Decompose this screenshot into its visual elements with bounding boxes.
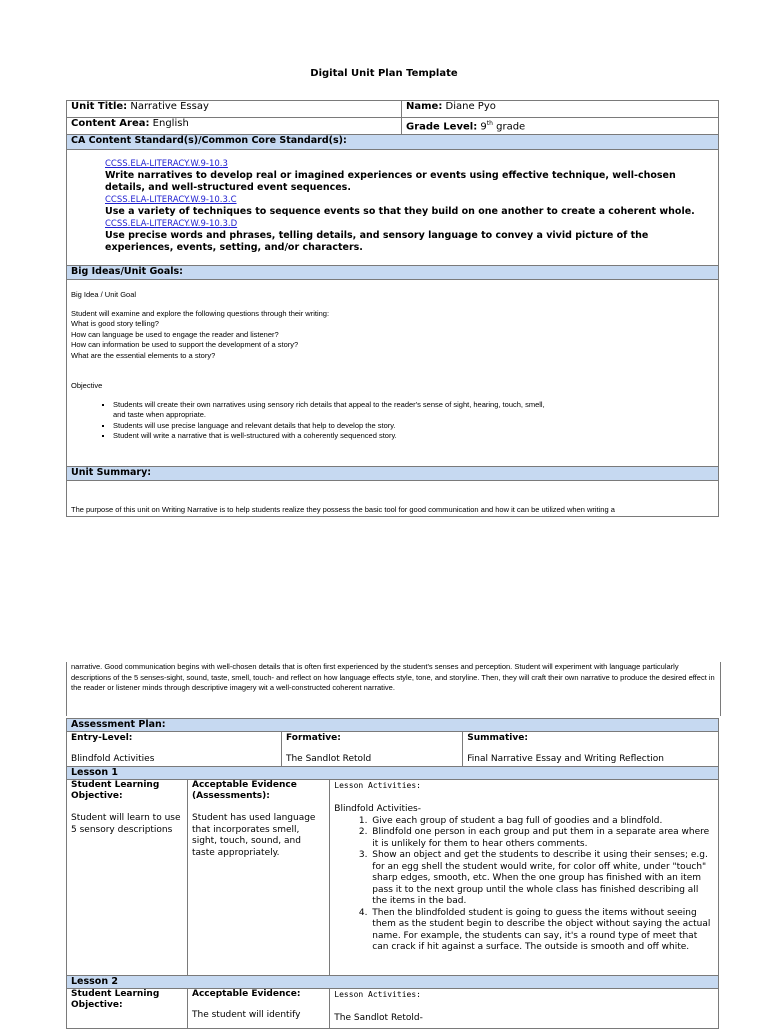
entry-level-value: Blindfold Activities [71,754,155,764]
objective-item-3: ▪ Student will write a narrative that is well-structured with a coherently sequenced story. [113,431,553,442]
big-idea-line-2: What is good story telling? [71,319,159,328]
document-title: Digital Unit Plan Template [310,68,458,79]
unit-title-label: Unit Title: [71,101,128,112]
lesson-2-activities-cell [330,989,719,1029]
lesson-2-evidence-cell [188,989,330,1029]
objective-title: Objective [71,381,103,390]
lesson-1-activities-title: Blindfold Activities- [334,804,421,814]
assessment-header: Assessment Plan: [67,719,719,732]
grade-level-sup: th [486,120,493,127]
objectives-list [71,400,553,442]
lesson-1-header: Lesson 1 [67,767,719,780]
formative-cell [281,732,462,767]
lesson-1-objective-value: Student will learn to use 5 sensory descriptions [71,813,181,835]
standard-2-text: Use a variety of techniques to sequence events so that they build on one another to create a coherent whole. [105,206,695,217]
name-label: Name: [406,101,443,112]
unit-title-cell [67,101,402,118]
big-idea-line-5: What are the essential elements to a story? [71,350,216,360]
unit-summary-text-part2: narrative. Good communication begins with well-chosen details that is often first experienced by the student's senses and perception. Student will experiment with language particularly descriptions of the 5 senses-sight, sound, taste, smell, touch- and reflect on how language effects style, tone, and storyline. Then, they will craft their own narrative to produce the desired effect in the reader or listener minds through descriptive imagery wit a well-constructed coherent narrative. [71,662,715,692]
unit-plan-table-page1 [66,100,719,517]
grade-level-cell [402,118,719,135]
formative-value: The Sandlot Retold [285,754,372,764]
lesson-2-header: Lesson 2 [67,976,719,989]
objective-item-2: ▪ Students will use precise language and relevant details that help to develop the story. [113,421,553,432]
name-cell [402,101,719,118]
standards-cell [67,150,719,266]
standard-1-link[interactable]: CCSS.ELA-LITERACY.W.9-10.3 [105,159,228,169]
big-ideas-cell [67,280,719,467]
standard-1-text: Write narratives to develop real or imagined experiences or events using effective technique, well-chosen details, and well-structured event sequences. [105,170,676,193]
grade-level-word: grade [496,121,526,133]
lesson-1-objective-cell [67,780,188,976]
standard-3-link[interactable]: CCSS.ELA-LITERACY.W.9-10.3.D [105,219,238,229]
unit-plan-table-page2 [66,718,719,1029]
lesson-1-evidence-value: Student has used language that incorporates smell, sight, touch, sound, and taste appropriately. [192,813,316,858]
summative-value: Final Narrative Essay and Writing Reflection [467,754,664,764]
unit-summary-continued [66,662,721,716]
unit-summary-text-part1: The purpose of this unit on Writing Narrative is to help students realize they possess the basic tool for good communication and how it can be utilized when writing a [71,504,615,514]
grade-level-label: Grade Level: [406,121,478,133]
entry-level-cell [67,732,282,767]
entry-level-label: Entry-Level: [71,733,133,743]
summative-cell [463,732,719,767]
lesson-2-objective-label: Student Learning Objective: [71,989,160,1010]
content-area-cell [67,118,402,135]
lesson-1-step-4: 4. Then the blindfolded student is going to guess the items without seeing them as the student begin to describe the object without saying the actual name. For example, the students can say, it's a round type of meet that can crack if hit against a surface. The outside is smooth and off white. [370,908,714,954]
standards-header: CA Content Standard(s)/Common Core Standard(s): [67,135,719,150]
big-idea-line-4: How can information be used to support the development of a story? [71,340,299,349]
big-idea-title: Big Idea / Unit Goal [71,290,137,299]
lesson-2-evidence-label: Acceptable Evidence: [192,989,301,999]
standard-3-text: Use precise words and phrases, telling details, and sensory language to convey a vivid picture of the experiences, events, setting, and/or characters. [105,230,649,253]
lesson-1-step-3: 3. Show an object and get the students to describe it using their senses; e.g. for an egg shell the student would write, for color off white, under "touch" sharp edges, smooth, etc. When the one group has finished with an item pass it to the next group until the whole class has finished describing all the items in the bad. [370,850,714,908]
lesson-2-activities-title: The Sandlot Retold- [334,1013,423,1023]
formative-label: Formative: [285,733,341,743]
big-idea-line-1: Student will examine and explore the following questions through their writing: [71,308,330,318]
lesson-1-evidence-cell [188,780,330,976]
lesson-1-activities-cell [330,780,719,976]
lesson-1-objective-label: Student Learning Objective: [71,780,160,801]
content-area-value: English [152,118,189,129]
name-value: Diane Pyo [445,101,496,112]
big-ideas-header: Big Ideas/Unit Goals: [67,266,719,280]
unit-summary-cell [67,481,719,517]
lesson-2-evidence-value: The student will identify [192,1010,301,1020]
lesson-1-evidence-label: Acceptable Evidence (Assessments): [192,780,297,801]
summative-label: Summative: [467,733,528,743]
objective-item-1: ▪ Students will create their own narratives using sensory rich details that appeal to the reader's sense of sight, hearing, touch, smell, and taste when appropriate. [113,400,553,421]
lesson-1-step-2: 2. Blindfold one person in each group and put them in a separate area where it is unlikely for them to hear others comments. [370,827,714,850]
lesson-2-activities-label: Lesson Activities: [334,990,421,999]
big-idea-line-3: How can language be used to engage the reader and listener? [71,329,279,339]
content-area-label: Content Area: [71,118,150,129]
lesson-2-objective-cell [67,989,188,1029]
unit-summary-header: Unit Summary: [67,467,719,481]
lesson-1-activities-label: Lesson Activities: [334,781,421,790]
standard-2-link[interactable]: CCSS.ELA-LITERACY.W.9-10.3.C [105,195,237,205]
lesson-1-steps-list [334,816,714,954]
unit-title-value: Narrative Essay [130,101,209,112]
grade-level-num: 9 [480,121,487,133]
lesson-1-step-1: 1. Give each group of student a bag full of goodies and a blindfold. [370,816,714,828]
